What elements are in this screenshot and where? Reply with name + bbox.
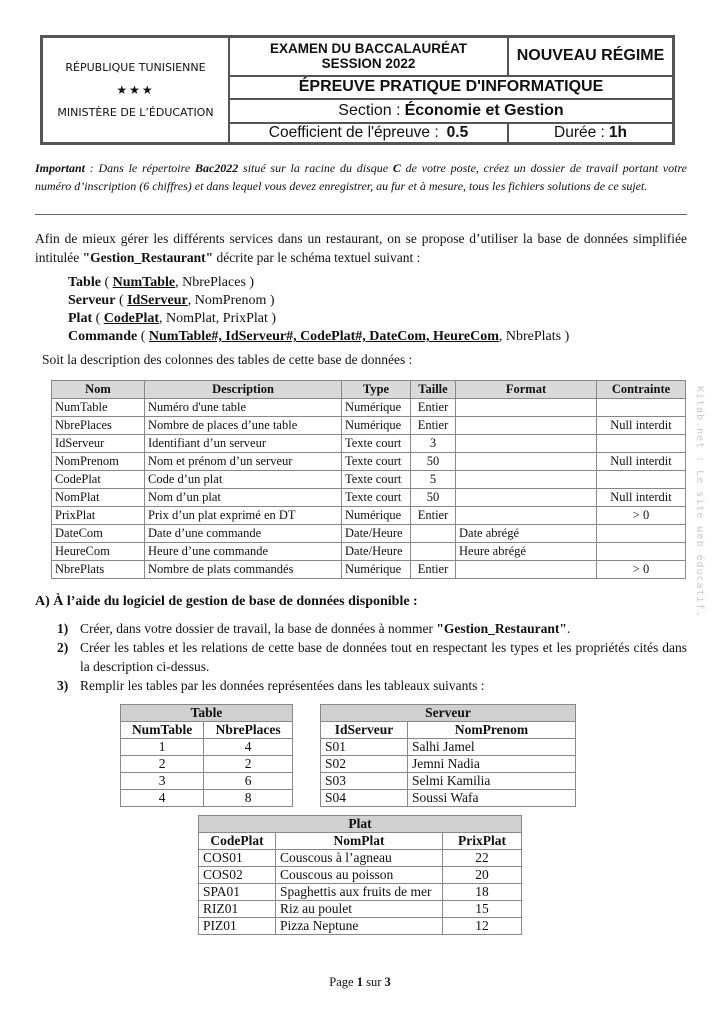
exam-title [230, 38, 509, 75]
database-name: "Gestion_Restaurant" [436, 621, 567, 636]
table-cell: 5 [411, 471, 456, 489]
primary-key: IdServeur [127, 293, 188, 308]
primary-key: NumTable#, IdServeur#, CodePlat#, DateCom, HeureCom [148, 329, 499, 344]
column-header: IdServeur [321, 722, 408, 739]
table-row [52, 543, 686, 561]
table-row [52, 507, 686, 525]
table-cell: CodePlat [52, 471, 145, 489]
column-header: PrixPlat [443, 833, 522, 850]
table-row [52, 471, 686, 489]
table-cell: Riz au poulet [276, 901, 443, 918]
column-header: Format [456, 381, 597, 399]
primary-key: NumTable [112, 275, 176, 290]
table-cell: 50 [411, 453, 456, 471]
table-row [121, 773, 293, 790]
page-label: Page [329, 975, 354, 989]
table-cell: NumTable [52, 399, 145, 417]
table-cell: > 0 [597, 561, 686, 579]
table-row [199, 884, 522, 901]
attributes: , NbrePlaces ) [175, 275, 255, 290]
table-cell: 6 [204, 773, 293, 790]
relation-name: Table [68, 275, 101, 290]
table-cell: Heure abrégé [456, 543, 597, 561]
table-row [52, 417, 686, 435]
table-cell [456, 435, 597, 453]
table-cell: Couscous à l’agneau [276, 850, 443, 867]
table-cell: Nom et prénom d’un serveur [145, 453, 342, 471]
relation-name: Commande [68, 329, 138, 344]
table-row [121, 739, 293, 756]
table-cell: Code d’un plat [145, 471, 342, 489]
column-header: Type [342, 381, 411, 399]
table-cell: IdServeur [52, 435, 145, 453]
table-cell: Jemni Nadia [408, 756, 576, 773]
step-item [57, 619, 687, 638]
table-cell: 3 [411, 435, 456, 453]
attributes: , NomPrenom ) [187, 293, 275, 308]
table-cell: Identifiant d’un serveur [145, 435, 342, 453]
table-cell [456, 489, 597, 507]
epreuve-title: ÉPREUVE PRATIQUE D'INFORMATIQUE [298, 78, 604, 96]
table-row [52, 453, 686, 471]
table-row [321, 739, 576, 756]
step-text-part: . [566, 621, 571, 636]
ministry-block [43, 38, 230, 142]
table-cell: 18 [443, 884, 522, 901]
table-cell: HeureCom [52, 543, 145, 561]
duration-line [509, 124, 672, 142]
table-title: Serveur [321, 705, 576, 722]
table-data-table [120, 704, 293, 807]
column-description-table [51, 380, 686, 579]
table-cell: Nom d’un plat [145, 489, 342, 507]
section-a-title: A) À l’aide du logiciel de gestion de base de données disponible : [35, 594, 418, 609]
table-cell: RIZ01 [199, 901, 276, 918]
step-item [57, 676, 687, 695]
table-cell: 2 [121, 756, 204, 773]
table-cell [456, 453, 597, 471]
attributes: , NomPlat, PrixPlat ) [159, 311, 277, 326]
table-cell: NbrePlats [52, 561, 145, 579]
table-cell: 2 [204, 756, 293, 773]
table-cell: > 0 [597, 507, 686, 525]
table-cell [411, 525, 456, 543]
section-line [230, 100, 672, 122]
exam-info-block [230, 38, 672, 142]
table-cell [456, 471, 597, 489]
table-cell: 3 [121, 773, 204, 790]
coefficient-label: Coefficient de l'épreuve : [268, 124, 439, 142]
table-cell: 1 [121, 739, 204, 756]
table-cell: Nombre de places d’une table [145, 417, 342, 435]
table-cell: SPA01 [199, 884, 276, 901]
table-cell [597, 543, 686, 561]
directory-name: Bac2022 [194, 161, 239, 175]
table-row [52, 399, 686, 417]
table-row [52, 489, 686, 507]
table-cell: PrixPlat [52, 507, 145, 525]
table-cell: Numérique [342, 561, 411, 579]
important-text: de votre poste, créez un dossier de travail portant votre numéro d’inscription (6 chiffres) et dans lequel vous devez enregistrer, au fur et à mesure, tous les fichiers solutions de ce sujet. [35, 161, 687, 193]
important-text: : Dans le répertoire [85, 161, 195, 175]
table-cell: Numérique [342, 399, 411, 417]
attributes: , NbrePlats ) [498, 329, 570, 344]
table-cell: Prix d’un plat exprimé en DT [145, 507, 342, 525]
table-cell: Numérique [342, 507, 411, 525]
table-row [121, 790, 293, 807]
description-intro: Soit la description des colonnes des tables de cette base de données : [42, 352, 413, 367]
duration-value: 1h [608, 124, 627, 142]
step-number: 2) [57, 640, 69, 655]
primary-key: CodePlat [103, 311, 159, 326]
table-cell: COS02 [199, 867, 276, 884]
page-footer [0, 975, 720, 990]
table-cell: Couscous au poisson [276, 867, 443, 884]
plat-data-table [198, 815, 522, 935]
table-cell: 50 [411, 489, 456, 507]
table-cell [456, 417, 597, 435]
table-cell: Numéro d'une table [145, 399, 342, 417]
step-text: Créer les tables et les relations de cette base de données tout en respectant les types et les propriétés cités dans la description ci-dessus. [80, 640, 687, 674]
database-name: "Gestion_Restaurant" [82, 250, 214, 265]
table-cell [597, 435, 686, 453]
table-title: Plat [199, 816, 522, 833]
stars-icon: ★★★ [116, 83, 155, 97]
table-cell: Texte court [342, 453, 411, 471]
page-total: 3 [384, 975, 391, 989]
table-cell: Null interdit [597, 453, 686, 471]
table-header-row [52, 381, 686, 399]
table-cell: S01 [321, 739, 408, 756]
schema-line: Plat ( CodePlat, NomPlat, PrixPlat ) [68, 311, 277, 326]
relation-name: Plat [68, 311, 93, 326]
table-cell [411, 543, 456, 561]
step-text: Remplir les tables par les données représentées dans les tableaux suivants : [80, 678, 485, 693]
table-cell [597, 525, 686, 543]
table-cell: DateCom [52, 525, 145, 543]
table-row [199, 901, 522, 918]
table-cell: 8 [204, 790, 293, 807]
schema-line: Commande ( NumTable#, IdServeur#, CodePlat#, DateCom, HeureCom, NbrePlats ) [68, 329, 570, 344]
section-a-steps [57, 619, 687, 695]
table-row [321, 756, 576, 773]
relation-name: Serveur [68, 293, 116, 308]
table-cell: Entier [411, 399, 456, 417]
coefficient-value: 0.5 [446, 124, 469, 142]
watermark: Kitab.net : Le site web éducatif. [694, 386, 705, 618]
table-cell [597, 399, 686, 417]
table-cell: Salhi Jamel [408, 739, 576, 756]
table-cell: NomPrenom [52, 453, 145, 471]
column-header: NbrePlaces [204, 722, 293, 739]
table-cell [456, 399, 597, 417]
table-cell: Pizza Neptune [276, 918, 443, 935]
column-header: Contrainte [597, 381, 686, 399]
table-cell: Date abrégé [456, 525, 597, 543]
table-cell: S03 [321, 773, 408, 790]
table-cell: 20 [443, 867, 522, 884]
table-cell: Entier [411, 507, 456, 525]
important-note [35, 160, 687, 195]
textual-schema [68, 274, 569, 346]
table-row [121, 756, 293, 773]
step-number: 3) [57, 678, 69, 693]
table-cell: Heure d’une commande [145, 543, 342, 561]
coefficient-line [230, 124, 509, 142]
table-cell: Texte court [342, 435, 411, 453]
column-header: Taille [411, 381, 456, 399]
table-cell: Date/Heure [342, 543, 411, 561]
table-cell [456, 561, 597, 579]
table-row [199, 918, 522, 935]
table-cell: Soussi Wafa [408, 790, 576, 807]
table-row [52, 561, 686, 579]
important-label: Important [35, 161, 86, 175]
table-cell: Texte court [342, 471, 411, 489]
table-cell: Entier [411, 417, 456, 435]
table-cell: Nombre de plats commandés [145, 561, 342, 579]
exam-title-line1: EXAMEN DU BACCALAURÉAT [270, 41, 467, 57]
table-cell: 4 [204, 739, 293, 756]
important-text: situé sur la racine du disque [238, 161, 393, 175]
table-cell: Date/Heure [342, 525, 411, 543]
regime-label: NOUVEAU RÉGIME [516, 47, 665, 65]
column-header: Description [145, 381, 342, 399]
column-header: Nom [52, 381, 145, 399]
exam-session: SESSION 2022 [321, 56, 416, 72]
table-cell: Texte court [342, 489, 411, 507]
table-cell [597, 471, 686, 489]
duration-label: Durée : [554, 124, 605, 142]
ministry-name: MINISTÈRE DE L’ÉDUCATION [57, 106, 214, 119]
table-title: Table [121, 705, 293, 722]
table-cell: Entier [411, 561, 456, 579]
column-header: NumTable [121, 722, 204, 739]
table-cell: Numérique [342, 417, 411, 435]
table-cell [456, 507, 597, 525]
exam-header [40, 35, 675, 145]
table-cell: Null interdit [597, 489, 686, 507]
table-row [321, 790, 576, 807]
table-cell: 22 [443, 850, 522, 867]
table-row [199, 867, 522, 884]
intro-text: Afin de mieux gérer les différents services dans un restaurant, on se propose d’utiliser la base de données simplifiée intitulée [35, 231, 687, 265]
table-cell: NomPlat [52, 489, 145, 507]
table-cell: COS01 [199, 850, 276, 867]
table-cell: NbrePlaces [52, 417, 145, 435]
step-number: 1) [57, 621, 69, 636]
table-cell: 12 [443, 918, 522, 935]
table-cell: S04 [321, 790, 408, 807]
table-cell: Null interdit [597, 417, 686, 435]
table-cell: 4 [121, 790, 204, 807]
step-text-part: Créer, dans votre dossier de travail, la base de données à nommer [80, 621, 437, 636]
step-item [57, 638, 687, 676]
section-value: Économie et Gestion [404, 102, 564, 120]
column-header: NomPrenom [408, 722, 576, 739]
column-header: CodePlat [199, 833, 276, 850]
schema-line: Serveur ( IdServeur, NomPrenom ) [68, 293, 275, 308]
country-name: RÉPUBLIQUE TUNISIENNE [65, 61, 206, 74]
table-cell: Date d’une commande [145, 525, 342, 543]
column-header: NomPlat [276, 833, 443, 850]
table-cell: Spaghettis aux fruits de mer [276, 884, 443, 901]
section-label: Section : [338, 102, 401, 120]
divider [35, 214, 687, 215]
table-cell: Selmi Kamilia [408, 773, 576, 790]
table-cell: S02 [321, 756, 408, 773]
table-row [52, 525, 686, 543]
schema-line: Table ( NumTable, NbrePlaces ) [68, 275, 255, 290]
table-cell: PIZ01 [199, 918, 276, 935]
table-row [321, 773, 576, 790]
intro-text: décrite par le schéma textuel suivant : [213, 250, 421, 265]
intro-paragraph [35, 229, 687, 267]
table-row [52, 435, 686, 453]
serveur-data-table [320, 704, 576, 807]
table-row [199, 850, 522, 867]
page-of: sur [366, 975, 382, 989]
step-text [80, 619, 687, 638]
table-cell: 15 [443, 901, 522, 918]
disk-name: C [392, 161, 401, 175]
page-number: 1 [356, 975, 363, 989]
